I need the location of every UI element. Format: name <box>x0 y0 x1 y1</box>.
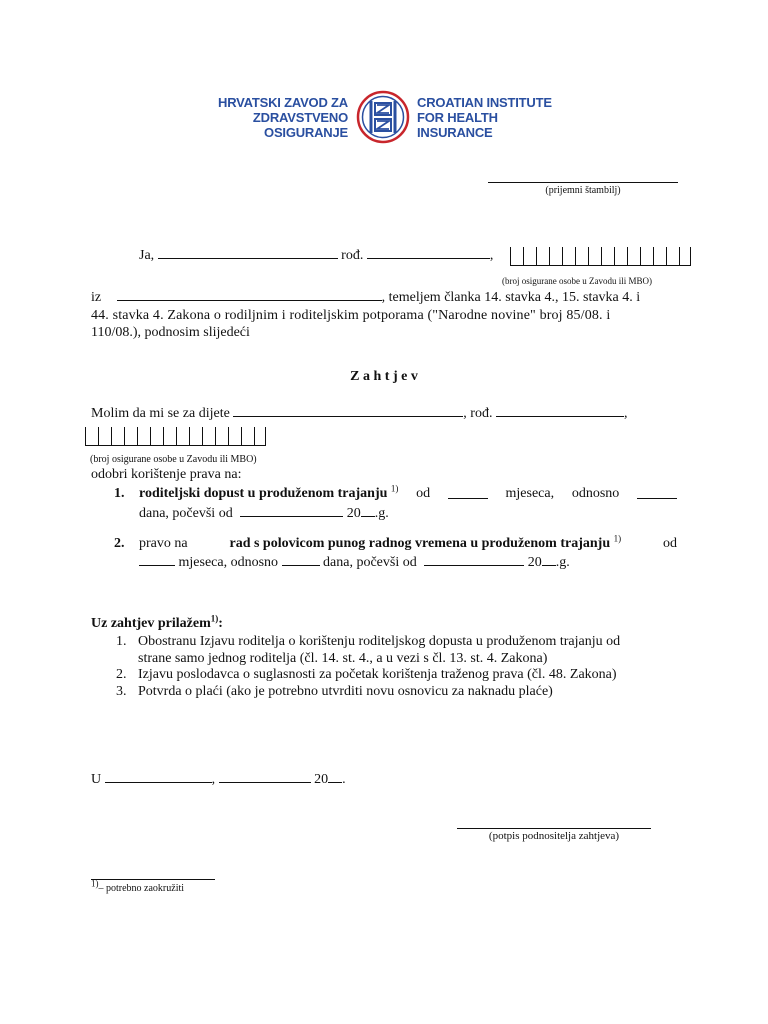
child-mbo-boxes[interactable] <box>85 427 266 446</box>
place-label: U <box>91 772 102 787</box>
list-item <box>116 684 686 701</box>
option-2-months-label: mjeseca, odnosno <box>178 555 279 570</box>
option-2-year-prefix: 20 <box>527 555 542 570</box>
date-field[interactable] <box>219 770 311 783</box>
footnote <box>91 878 185 894</box>
option-2-year-field[interactable] <box>542 553 556 566</box>
header-left-line-1: HRVATSKI ZAVOD ZA <box>218 95 348 110</box>
attachment-3-line-1: Potvrda o plaći (ako je potrebno utvrditi novu osnovicu za naknadu plaće) <box>138 683 553 699</box>
child-mbo-caption: (broj osigurane osobe u Zavodu ili MBO) <box>90 454 257 465</box>
option-1-od: od <box>416 486 431 501</box>
option-1-number[interactable]: 1. <box>114 486 125 501</box>
header-right-line-2: FOR HEALTH <box>417 110 498 125</box>
header-left-line-3: OSIGURANJE <box>264 125 348 140</box>
legal-line-1: , temeljem članka 14. stavka 4., 15. stavka 4. i <box>381 290 641 305</box>
applicant-birth-label: rođ. <box>341 248 364 263</box>
attachment-1-number: 1. <box>116 634 127 649</box>
option-2-days-label: dana, počevši od <box>323 555 417 570</box>
date-year-prefix: 20 <box>314 772 329 787</box>
attachments-footnote-ref: 1) <box>210 613 219 624</box>
option-1-footnote-ref: 1) <box>390 483 399 494</box>
footnote-mark: 1) <box>91 878 99 889</box>
attachment-1-line-1: Obostranu Izjavu roditelja o korištenju roditeljskog dopusta u produženom trajanju od <box>138 634 621 649</box>
option-2-days-field[interactable] <box>282 553 320 566</box>
applicant-mbo-boxes[interactable] <box>510 247 691 266</box>
place-date-comma: , <box>211 772 216 787</box>
header-right-line-3: INSURANCE <box>417 125 493 140</box>
legal-line-3: 110/08.), podnosim slijedeći <box>91 325 250 340</box>
option-2-footnote-ref: 1) <box>613 533 622 544</box>
legal-line-2: 44. stavka 4. Zakona o rodiljnim i roditeljskim potporama ("Narodne novine" broj 85/08. i <box>91 307 611 323</box>
page-title: Z a h t j e v <box>350 369 418 384</box>
institute-name-croatian <box>190 95 348 140</box>
iz-label: iz <box>91 290 102 305</box>
option-1-days-label: dana, počevši od <box>139 506 233 521</box>
child-row-comma: , <box>623 406 628 421</box>
signature-line[interactable] <box>457 816 651 829</box>
ja-label: Ja, <box>139 248 155 263</box>
place-field[interactable] <box>105 770 212 783</box>
attachment-3-number: 3. <box>116 683 127 699</box>
approve-label: odobri korištenje prava na: <box>91 467 242 482</box>
option-1-days-field[interactable] <box>637 486 677 499</box>
hzzo-logo-icon <box>356 90 410 144</box>
option-1-odnosno: odnosno <box>571 486 620 501</box>
institute-name-english <box>417 95 587 140</box>
footnote-text: – potrebno zaokružiti <box>98 883 185 894</box>
attachment-2-line-1: Izjavu poslodavca o suglasnosti za početak korištenja traženog prava (čl. 48. Zakona) <box>138 667 617 682</box>
option-2-line-1 <box>139 533 677 552</box>
list-item <box>116 634 686 667</box>
footnote-divider <box>91 879 215 880</box>
date-year-field[interactable] <box>328 770 342 783</box>
option-1-title: roditeljski dopust u produženom trajanju <box>139 486 388 501</box>
attachments-heading-text: Uz zahtjev prilažem <box>91 616 211 631</box>
legal-basis-paragraph <box>91 288 676 342</box>
option-2-year-suffix: .g. <box>555 555 570 570</box>
attachments-heading-colon: : <box>218 616 223 631</box>
option-2-od: od <box>663 536 677 551</box>
child-name-field[interactable] <box>233 404 463 417</box>
option-1-months-label: mjeseca, <box>505 486 555 501</box>
option-2-number[interactable]: 2. <box>114 536 125 551</box>
option-1-start-date-field[interactable] <box>240 504 343 517</box>
attachments-list <box>116 634 686 700</box>
header-right-line-1: CROATIAN INSTITUTE <box>417 95 552 110</box>
option-2-months-field[interactable] <box>139 553 175 566</box>
applicant-name-field[interactable] <box>158 246 338 259</box>
attachment-1-line-2: strane samo jednog roditelja (čl. 14. st. 4., a u vezi s čl. 13. st. 4. Zakona) <box>138 650 548 666</box>
child-row <box>91 404 627 422</box>
option-1-year-prefix: 20 <box>346 506 361 521</box>
applicant-address-field[interactable] <box>117 288 382 301</box>
child-birth-date-field[interactable] <box>496 404 624 417</box>
option-2-line-2 <box>139 553 570 571</box>
applicant-birth-date-field[interactable] <box>367 246 490 259</box>
place-date-row <box>91 770 346 788</box>
option-2-prefix: pravo na <box>139 536 188 551</box>
list-item <box>116 667 686 684</box>
stamp-line[interactable] <box>488 170 678 183</box>
option-1-year-field[interactable] <box>361 504 375 517</box>
attachment-2-number: 2. <box>116 667 127 682</box>
signature-label: (potpis podnositelja zahtjeva) <box>488 830 620 842</box>
option-1-year-suffix: .g. <box>374 506 389 521</box>
applicant-row: Ja, rođ. , <box>139 248 494 263</box>
date-year-dot: . <box>342 772 346 787</box>
option-1-line-2 <box>139 504 389 522</box>
child-birth-label: , rođ. <box>463 406 493 421</box>
option-1-months-field[interactable] <box>448 486 488 499</box>
child-request-label: Molim da mi se za dijete <box>91 406 230 421</box>
attachments-heading <box>91 613 223 632</box>
option-1-line-1 <box>139 483 677 502</box>
option-2-title: rad s polovicom punog radnog vremena u produženom trajanju <box>229 536 611 551</box>
stamp-label: (prijemni štambilj) <box>545 185 621 196</box>
applicant-mbo-caption: (broj osigurane osobe u Zavodu ili MBO) <box>502 276 652 286</box>
option-2-start-date-field[interactable] <box>424 553 524 566</box>
header-left-line-2: ZDRAVSTVENO <box>252 110 348 125</box>
